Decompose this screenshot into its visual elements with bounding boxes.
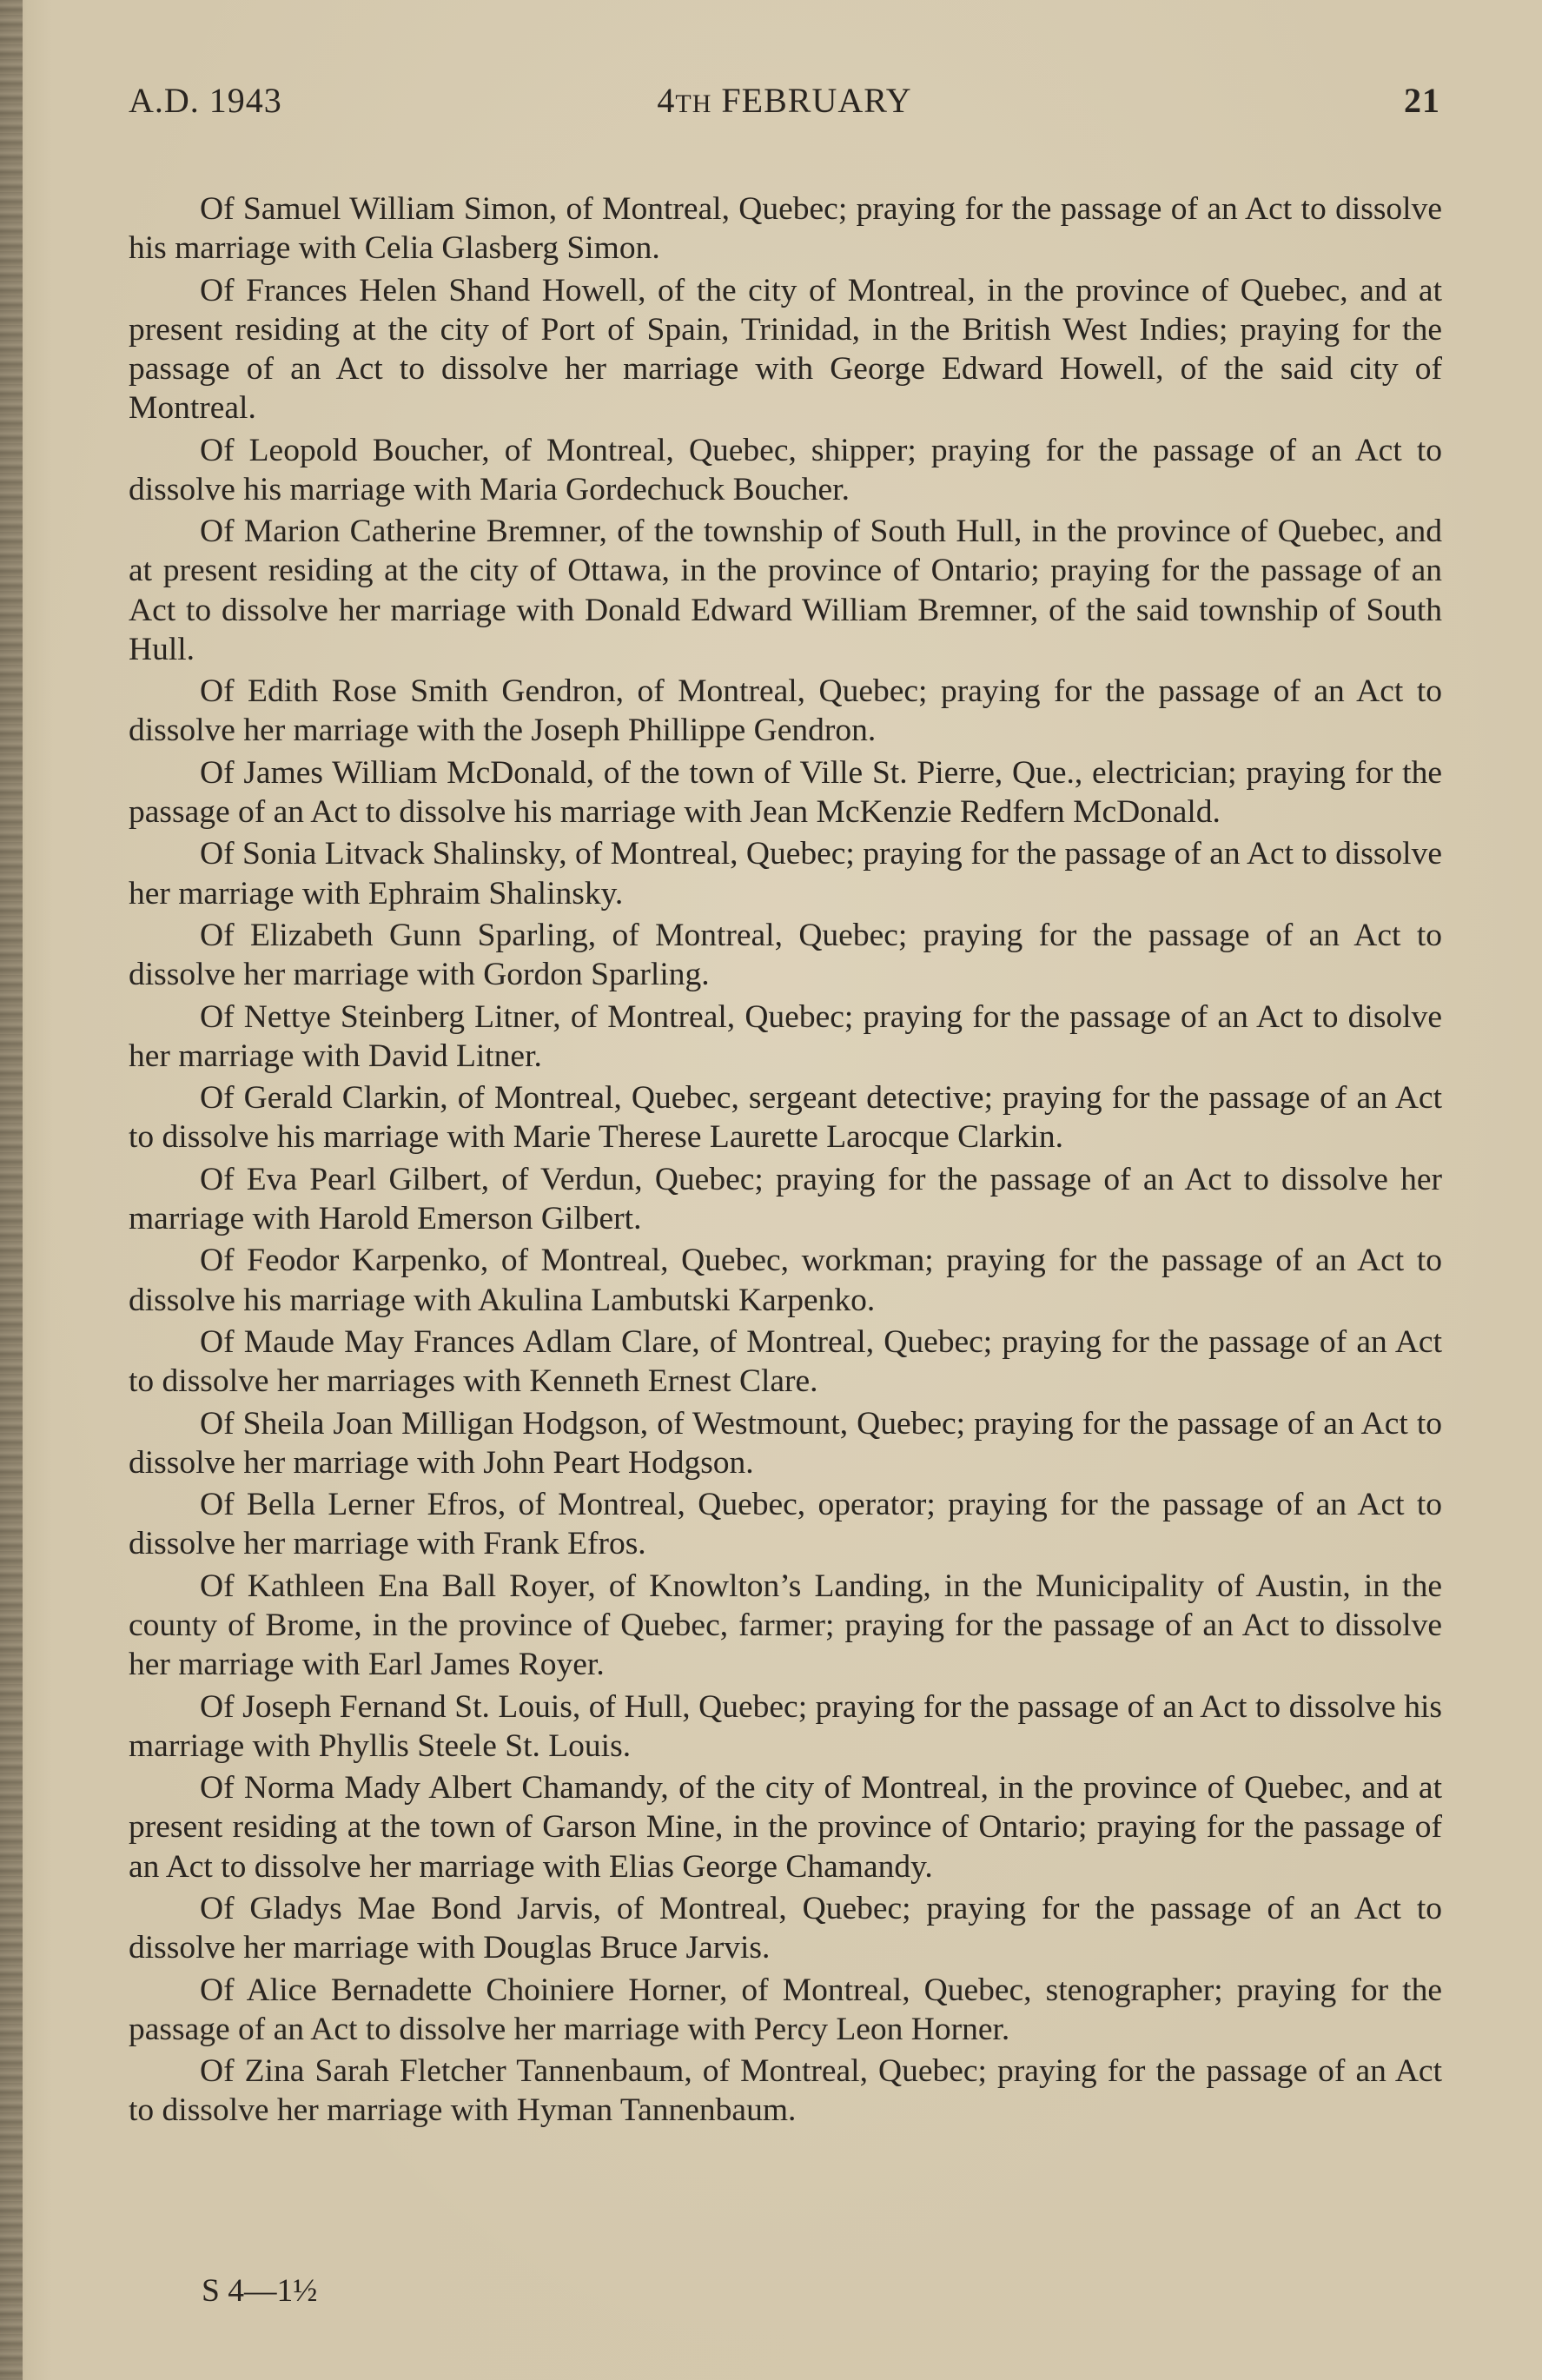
petition-paragraph: Of Sonia Litvack Shalinsky, of Montreal, Quebec; praying for the passage of an Act to dissolve her marriage with Ephraim Shalinsky. (129, 836, 1442, 912)
petition-paragraph: Of Edith Rose Smith Gendron, of Montreal, Quebec; praying for the passage of an Act to dissolve her marriage with the Joseph Phillippe Gendron. (129, 673, 1442, 749)
printer-signature-mark: S 4—1½ (202, 2273, 318, 2309)
petition-paragraph: Of Alice Bernadette Choiniere Horner, of Montreal, Quebec, stenographer; praying for the passage of an Act to dissolve her marriage with Percy Leon Horner. (129, 1972, 1442, 2047)
petition-paragraph: Of James William McDonald, of the town of Ville St. Pierre, Que., electrician; praying for the passage of an Act to dissolve his marriage with Jean McKenzie Redfern McDonald. (129, 754, 1442, 830)
header-year: A.D. 1943 (129, 81, 282, 120)
page-number: 21 (1404, 81, 1440, 120)
petition-paragraph: Of Bella Lerner Efros, of Montreal, Quebec, operator; praying for the passage of an Act to dissolve her marriage with Frank Efros. (129, 1487, 1442, 1562)
petition-paragraph: Of Gerald Clarkin, of Montreal, Quebec, sergeant detective; praying for the passage of an Act to dissolve his marriage with Marie Therese Laurette Larocque Clarkin. (129, 1080, 1442, 1156)
petition-paragraph: Of Leopold Boucher, of Montreal, Quebec, shipper; praying for the passage of an Act to dissolve his marriage with Maria Gordechuck Boucher. (129, 432, 1442, 507)
petition-paragraph: Of Norma Mady Albert Chamandy, of the city of Montreal, in the province of Quebec, and at present residing at the town of Garson Mine, in the province of Ontario; praying for the passage of an Act to dissolve her marriage with Elias George Chamandy. (129, 1770, 1442, 1885)
petition-paragraph: Of Eva Pearl Gilbert, of Verdun, Quebec; praying for the passage of an Act to dissolve her marriage with Harold Emerson Gilbert. (129, 1161, 1442, 1236)
petition-paragraph: Of Feodor Karpenko, of Montreal, Quebec, workman; praying for the passage of an Act to dissolve his marriage with Akulina Lambutski Karpenko. (129, 1243, 1442, 1318)
petition-paragraph: Of Sheila Joan Milligan Hodgson, of Westmount, Quebec; praying for the passage of an Act to dissolve her marriage with John Peart Hodgson. (129, 1405, 1442, 1481)
header-day: 4 (657, 81, 676, 120)
petition-paragraph: Of Zina Sarah Fletcher Tannenbaum, of Montreal, Quebec; praying for the passage of an Act to dissolve her marriage with Hyman Tannenbaum. (129, 2053, 1442, 2129)
petition-paragraph: Of Marion Catherine Bremner, of the township of South Hull, in the province of Quebec, and at present residing at the city of Ottawa, in the province of Ontario; praying for the passage of an Act to dissolve her marriage with Donald Edward William Bremner, of the said township of South Hull. (129, 514, 1442, 667)
petition-paragraph: Of Maude May Frances Adlam Clare, of Montreal, Quebec; praying for the passage of an Act to dissolve her marriages with Kenneth Ernest Clare. (129, 1323, 1442, 1400)
page-binding-edge (0, 0, 23, 2380)
running-header (129, 80, 1440, 123)
petition-paragraph: Of Gladys Mae Bond Jarvis, of Montreal, Quebec; praying for the passage of an Act to dissolve her marriage with Douglas Bruce Jarvis. (129, 1890, 1442, 1966)
petition-paragraph: Of Kathleen Ena Ball Royer, of Knowlton’s Landing, in the Municipality of Austin, in the county of Brome, in the province of Quebec, farmer; praying for the passage of an Act to dissolve her marriage with Earl James Royer. (129, 1568, 1442, 1683)
petition-paragraph: Of Samuel William Simon, of Montreal, Quebec; praying for the passage of an Act to dissolve his marriage with Celia Glasberg Simon. (129, 191, 1442, 267)
petition-paragraph: Of Elizabeth Gunn Sparling, of Montreal, Quebec; praying for the passage of an Act to dissolve her marriage with Gordon Sparling. (129, 917, 1442, 993)
header-month: FEBRUARY (711, 81, 912, 120)
header-date (129, 80, 1440, 121)
petition-paragraph: Of Nettye Steinberg Litner, of Montreal, Quebec; praying for the passage of an Act to disolve her marriage with David Litner. (129, 998, 1442, 1074)
header-day-suffix: TH (675, 89, 712, 118)
petition-list (129, 189, 1442, 2133)
petition-paragraph: Of Joseph Fernand St. Louis, of Hull, Quebec; praying for the passage of an Act to dissolve his marriage with Phyllis Steele St. Louis. (129, 1688, 1442, 1764)
petition-paragraph: Of Frances Helen Shand Howell, of the city of Montreal, in the province of Quebec, and at present residing at the city of Port of Spain, Trinidad, in the British West Indies; praying for the passage of an Act to dissolve her marriage with George Edward Howell, of the said city of Montreal. (129, 272, 1442, 427)
